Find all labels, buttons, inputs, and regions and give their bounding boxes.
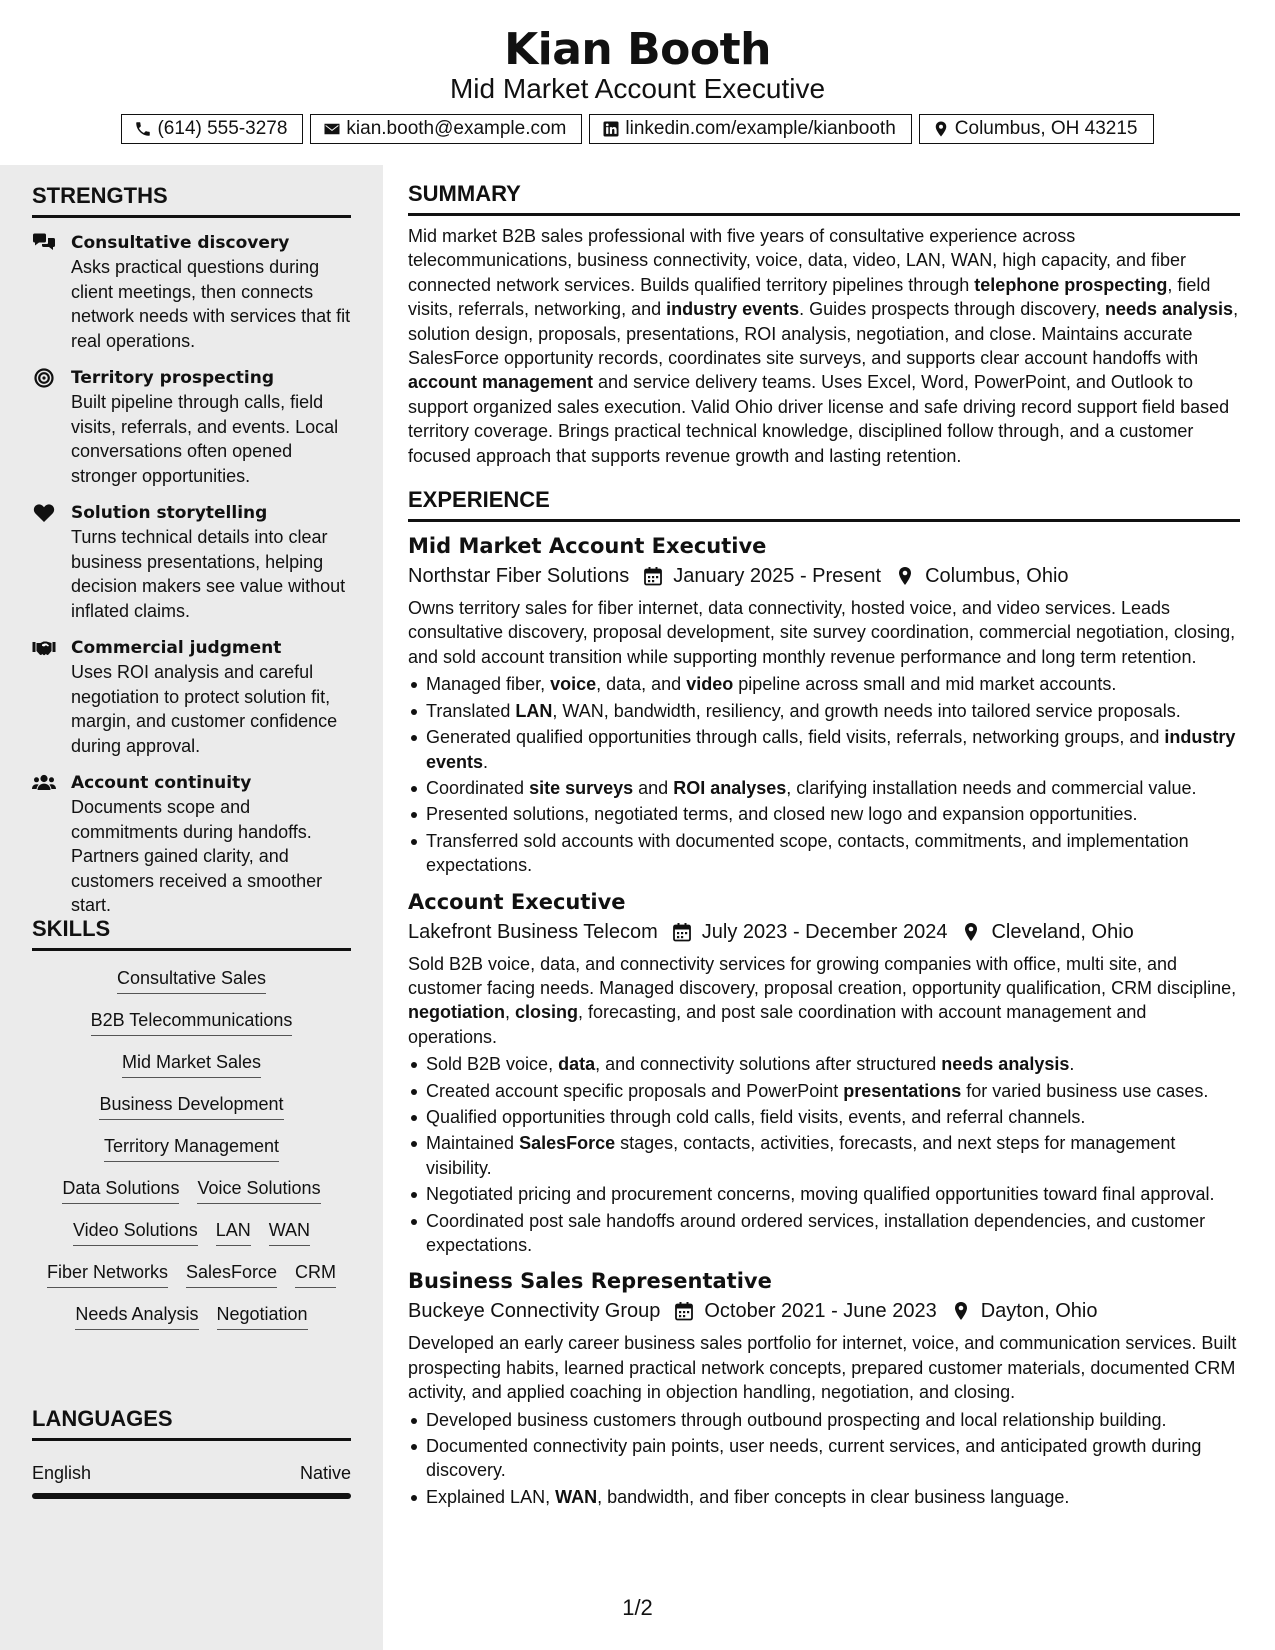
strength-title: Consultative discovery — [71, 233, 290, 253]
skill-row — [73, 1218, 310, 1246]
bold-keyword: telephone prospecting — [974, 274, 1168, 295]
skill-tag: Territory Management — [104, 1134, 279, 1162]
target-icon — [32, 368, 56, 388]
bullet-item: Coordinated post sale handoffs around ordered services, installation dependencies, and customer expectations. — [408, 1209, 1240, 1258]
languages-title: LANGUAGES — [32, 1405, 351, 1441]
envelope-icon — [323, 120, 341, 138]
sidebar — [0, 165, 383, 1650]
strength-item — [32, 501, 351, 623]
users-icon — [32, 773, 56, 793]
bold-keyword: site surveys — [529, 777, 634, 798]
skills-section — [32, 915, 351, 1330]
strength-title: Commercial judgment — [71, 638, 282, 658]
candidate-name: Kian Booth — [504, 24, 771, 75]
contact-linkedin-text: linkedin.com/example/kianbooth — [625, 118, 896, 139]
candidate-role: Mid Market Account Executive — [449, 73, 826, 104]
bold-keyword: industry events — [426, 727, 1236, 772]
strength-title: Solution storytelling — [71, 503, 268, 523]
linkedin-icon — [602, 120, 620, 138]
job-dates: January 2025 - Present — [673, 565, 882, 588]
strength-text: Documents scope and commitments during handoffs. Partners gained clarity, and customers received a smoother start. — [71, 797, 323, 915]
skill-tag: Voice Solutions — [197, 1176, 320, 1204]
job-entry — [408, 888, 1240, 1258]
strengths-title: STRENGTHS — [32, 182, 351, 218]
resume-header — [0, 0, 1275, 165]
skill-row — [99, 1092, 283, 1120]
skill-row — [91, 1008, 293, 1036]
bold-keyword: industry events — [666, 299, 800, 320]
strength-item — [32, 636, 351, 758]
skill-tag: Video Solutions — [73, 1218, 198, 1246]
contact-bar — [0, 114, 1275, 144]
calendar-icon — [643, 566, 663, 586]
page-number: 1/2 — [622, 1595, 653, 1620]
phone-icon — [134, 120, 152, 138]
languages-section — [32, 1405, 351, 1499]
job-title: Account Executive — [408, 889, 626, 914]
bullet-item: Generated qualified opportunities through calls, field visits, referrals, networking groups, and industry events. — [408, 725, 1240, 774]
skill-tag: B2B Telecommunications — [91, 1008, 293, 1036]
job-title: Mid Market Account Executive — [408, 534, 767, 559]
summary-title: SUMMARY — [408, 180, 1240, 216]
bullet-item: Created account specific proposals and PowerPoint presentations for varied business use cases. — [408, 1079, 1240, 1103]
skills-list — [32, 966, 351, 1330]
bold-keyword: needs analysis — [941, 1054, 1070, 1075]
comments-icon — [32, 233, 56, 253]
skill-row — [75, 1302, 307, 1330]
bullet-item: Transferred sold accounts with documented scope, contacts, commitments, and implementation expectations. — [408, 829, 1240, 878]
strength-text: Turns technical details into clear business presentations, helping decision makers see value without inflated claims. — [71, 527, 346, 621]
skills-title: SKILLS — [32, 915, 351, 951]
map-pin-icon — [961, 922, 981, 942]
bullet-item: Explained LAN, WAN, bandwidth, and fiber concepts in clear business language. — [408, 1485, 1240, 1509]
contact-email[interactable] — [310, 114, 582, 144]
skill-tag: SalesForce — [186, 1260, 277, 1288]
job-description: Owns territory sales for fiber internet, data connectivity, hosted voice, and video services. Leads consultative discovery, proposal development, site survey coordination, commercial negotiation, closing, and sold account transition while supporting monthly revenue performance and long term retention. — [408, 598, 1236, 667]
handshake-icon — [32, 638, 56, 658]
job-bullets — [408, 1408, 1240, 1510]
bold-keyword: presentations — [843, 1080, 962, 1101]
strength-text: Uses ROI analysis and careful negotiation to protect solution fit, margin, and customer confidence during approval. — [71, 662, 338, 756]
job-location: Dayton, Ohio — [980, 1300, 1098, 1323]
bold-keyword: account management — [408, 372, 594, 393]
bold-keyword: negotiation — [408, 1002, 505, 1023]
bullet-item: Coordinated site surveys and ROI analyses, clarifying installation needs and commercial value. — [408, 776, 1240, 800]
bullet-item: Negotiated pricing and procurement concerns, moving qualified opportunities toward final approval. — [408, 1182, 1240, 1206]
language-level: Native — [299, 1463, 351, 1483]
job-bullets — [408, 1052, 1240, 1257]
bold-keyword: LAN — [515, 700, 553, 721]
skill-row — [47, 1260, 336, 1288]
skill-tag: LAN — [216, 1218, 251, 1246]
contact-email-text: kian.booth@example.com — [346, 118, 567, 139]
job-entry — [408, 1267, 1240, 1509]
skill-tag: Mid Market Sales — [122, 1050, 261, 1078]
strength-title: Account continuity — [71, 773, 252, 793]
job-dates: October 2021 - June 2023 — [704, 1300, 937, 1323]
bold-keyword: voice — [550, 674, 597, 695]
job-meta — [408, 918, 1240, 946]
heart-icon — [32, 503, 56, 523]
bold-keyword: ROI analyses — [673, 777, 787, 798]
strength-item — [32, 366, 351, 488]
skill-row — [62, 1176, 320, 1204]
job-dates: July 2023 - December 2024 — [701, 920, 948, 943]
bullet-item: Sold B2B voice, data, and connectivity solutions after structured needs analysis. — [408, 1052, 1240, 1076]
bold-keyword: video — [686, 674, 734, 695]
job-location: Columbus, Ohio — [925, 565, 1069, 588]
skill-tag: Needs Analysis — [75, 1302, 198, 1330]
job-company: Northstar Fiber Solutions — [408, 565, 630, 588]
bullet-item: Qualified opportunities through cold calls, field visits, events, and referral channels. — [408, 1105, 1240, 1129]
bullet-item: Managed fiber, voice, data, and video pipeline across small and mid market accounts. — [408, 672, 1240, 696]
contact-linkedin[interactable] — [589, 114, 911, 144]
job-company: Buckeye Connectivity Group — [408, 1300, 661, 1323]
calendar-icon — [672, 922, 692, 942]
skill-row — [122, 1050, 261, 1078]
skill-row — [117, 966, 266, 994]
job-description: Sold B2B voice, data, and connectivity services for growing companies with office, multi site, and customer facing needs. Managed discovery, proposal creation, opportunity qualification, CRM discipline, negotiation, closing, forecasting, and post sale coordination with account management and operations. — [408, 953, 1237, 1047]
strength-item — [32, 771, 351, 918]
strengths-section — [32, 182, 351, 918]
bullet-item: Maintained SalesForce stages, contacts, activities, forecasts, and next steps for management visibility. — [408, 1131, 1240, 1180]
job-company: Lakefront Business Telecom — [408, 920, 658, 943]
main-content — [408, 180, 1240, 1511]
job-meta — [408, 562, 1240, 590]
contact-location-text: Columbus, OH 43215 — [954, 118, 1138, 139]
bullet-item: Presented solutions, negotiated terms, and closed new logo and expansion opportunities. — [408, 802, 1240, 826]
job-entry — [408, 532, 1240, 877]
bold-keyword: SalesForce — [519, 1133, 616, 1154]
skill-row — [104, 1134, 279, 1162]
language-proficiency-bar — [32, 1493, 351, 1499]
contact-location[interactable] — [919, 114, 1154, 144]
bullet-item: Developed business customers through outbound prospecting and local relationship building. — [408, 1408, 1240, 1432]
contact-phone-text: (614) 555-3278 — [157, 118, 288, 139]
bold-keyword: data — [558, 1054, 596, 1075]
contact-phone[interactable] — [121, 114, 303, 144]
bold-keyword: closing — [515, 1002, 579, 1023]
bullet-item: Documented connectivity pain points, user needs, current services, and anticipated growth during discovery. — [408, 1434, 1240, 1483]
map-pin-icon — [951, 1301, 971, 1321]
summary-text: Mid market B2B sales professional with five years of consultative experience across telecommunications, business connectivity, voice, data, video, LAN, WAN, high capacity, and fiber connected network services. Builds qualified territory pipelines through telephone prospecting, field visits, referrals, networking, and industry events. Guides prospects through discovery, needs analysis, solution design, proposals, presentations, ROI analysis, negotiation, and close. Maintains accurate SalesForce opportunity records, coordinates site surveys, and supports clear account handoffs with account management and service delivery teams. Uses Excel, Word, PowerPoint, and Outlook to support organized sales execution. Valid Ohio driver license and safe driving record support field based territory coverage. Brings practical technical knowledge, disciplined follow through, and a customer focused approach that supports revenue growth and lasting retention. — [408, 226, 1239, 466]
skill-tag: Fiber Networks — [47, 1260, 168, 1288]
strength-title: Territory prospecting — [71, 368, 275, 388]
calendar-icon — [674, 1301, 694, 1321]
skill-tag: WAN — [269, 1218, 310, 1246]
job-location: Cleveland, Ohio — [991, 920, 1134, 943]
skill-tag: CRM — [295, 1260, 336, 1288]
map-pin-icon — [895, 566, 915, 586]
job-title: Business Sales Representative — [408, 1269, 772, 1294]
skill-tag: Business Development — [99, 1092, 283, 1120]
strength-item — [32, 231, 351, 353]
bold-keyword: WAN — [555, 1486, 598, 1507]
experience-title: EXPERIENCE — [408, 486, 1240, 522]
strength-text: Built pipeline through calls, field visits, referrals, and events. Local conversations often opened stronger opportunities. — [71, 392, 339, 486]
bold-keyword: needs analysis — [1104, 299, 1234, 320]
bullet-item: Translated LAN, WAN, bandwidth, resiliency, and growth needs into tailored service proposals. — [408, 699, 1240, 723]
strength-text: Asks practical questions during client meetings, then connects network needs with services that fit real operations. — [71, 257, 351, 351]
skill-tag: Negotiation — [217, 1302, 308, 1330]
job-description: Developed an early career business sales portfolio for internet, voice, and communication services. Built prospecting habits, learned practical network concepts, prepared customer materials, documented CRM activity, and applied coaching in objection handling, negotiation, and closing. — [408, 1333, 1237, 1403]
language-name: English — [32, 1463, 92, 1483]
skill-tag: Consultative Sales — [117, 966, 266, 994]
map-pin-icon — [932, 120, 950, 138]
job-meta — [408, 1297, 1240, 1325]
job-bullets — [408, 672, 1240, 877]
skill-tag: Data Solutions — [62, 1176, 179, 1204]
language-item — [32, 1461, 351, 1485]
